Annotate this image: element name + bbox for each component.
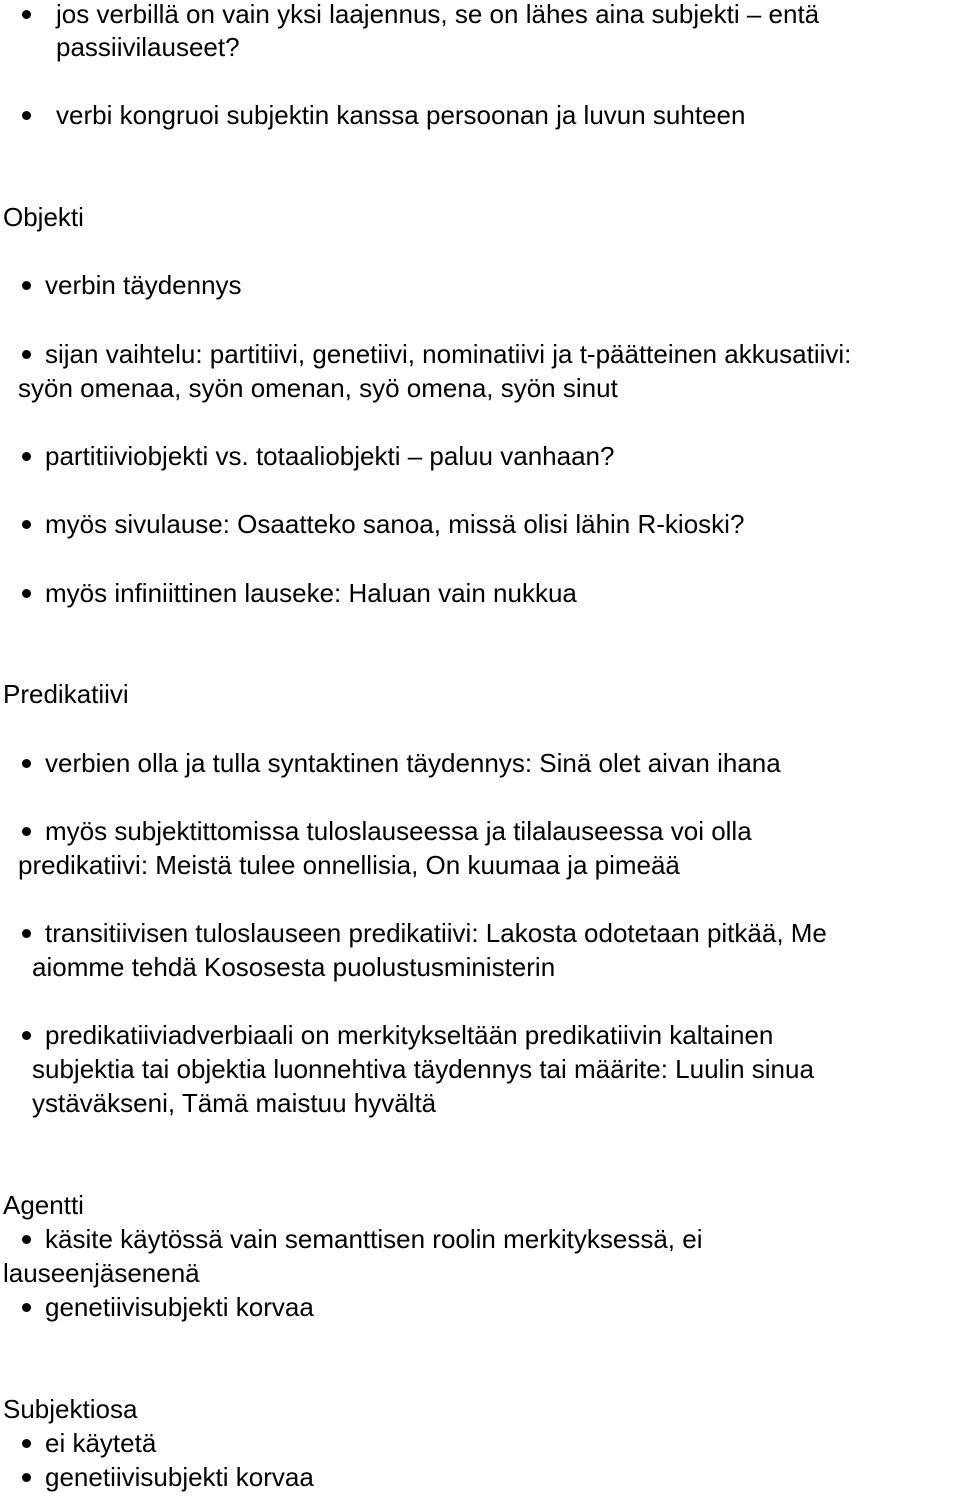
list-item-line: verbien olla ja tulla syntaktinen täydennys: Sinä olet aivan ihana <box>45 748 781 778</box>
list-item-line: myös infiniittinen lauseke: Haluan vain nukkua <box>45 578 577 608</box>
bullet-icon <box>22 1439 31 1448</box>
bullet-icon <box>22 452 31 461</box>
bullet-icon <box>22 520 31 529</box>
bullet-icon <box>22 10 31 19</box>
list-item-line: verbi kongruoi subjektin kanssa persoonan ja luvun suhteen <box>56 100 746 130</box>
bullet-icon <box>22 350 31 359</box>
bullet-icon <box>22 759 31 768</box>
list-item-line: predikatiivi: Meistä tulee onnellisia, On kuumaa ja pimeää <box>18 850 680 880</box>
list-item-line: passiivilauseet? <box>56 32 240 62</box>
bullet-icon <box>22 111 31 120</box>
list-item-line: aiomme tehdä Kososesta puolustusministerin <box>32 952 556 982</box>
bullet-icon <box>22 1473 31 1482</box>
section-heading: Agentti <box>3 1190 84 1220</box>
list-item-line: subjektia tai objektia luonnehtiva täydennys tai määrite: Luulin sinua <box>32 1054 814 1084</box>
list-item-line: myös sivulause: Osaatteko sanoa, missä olisi lähin R-kioski? <box>45 509 745 539</box>
list-item-line: sijan vaihtelu: partitiivi, genetiivi, nominatiivi ja t-päätteinen akkusatiivi: <box>45 339 852 369</box>
list-item-line: käsite käytössä vain semanttisen roolin merkityksessä, ei <box>45 1224 703 1254</box>
bullet-icon <box>22 929 31 938</box>
section-heading: Subjektiosa <box>3 1394 138 1424</box>
list-item-line: genetiivisubjekti korvaa <box>45 1462 314 1492</box>
list-item-line: predikatiiviadverbiaali on merkitykseltään predikatiivin kaltainen <box>45 1020 774 1050</box>
list-item-line: genetiivisubjekti korvaa <box>45 1292 314 1322</box>
bullet-icon <box>22 281 31 290</box>
list-item-line: lauseenjäsenenä <box>3 1258 200 1288</box>
list-item-line: jos verbillä on vain yksi laajennus, se on lähes aina subjekti – entä <box>56 0 820 29</box>
bullet-icon <box>22 1235 31 1244</box>
list-item-line: ei käytetä <box>45 1428 157 1458</box>
bullet-icon <box>22 827 31 836</box>
list-item-line: myös subjektittomissa tuloslauseessa ja tilalauseessa voi olla <box>45 816 752 846</box>
list-item-line: partitiiviobjekti vs. totaaliobjekti – paluu vanhaan? <box>45 441 615 471</box>
list-item-line: syön omenaa, syön omenan, syö omena, syön sinut <box>18 373 618 403</box>
list-item-line: transitiivisen tuloslauseen predikatiivi: Lakosta odotetaan pitkää, Me <box>45 918 827 948</box>
section-heading: Objekti <box>3 202 84 232</box>
list-item-line: ystäväkseni, Tämä maistuu hyvältä <box>32 1088 437 1118</box>
bullet-icon <box>22 1031 31 1040</box>
bullet-icon <box>22 589 31 598</box>
list-item-line: verbin täydennys <box>45 270 242 300</box>
section-heading: Predikatiivi <box>3 679 129 709</box>
bullet-icon <box>22 1303 31 1312</box>
